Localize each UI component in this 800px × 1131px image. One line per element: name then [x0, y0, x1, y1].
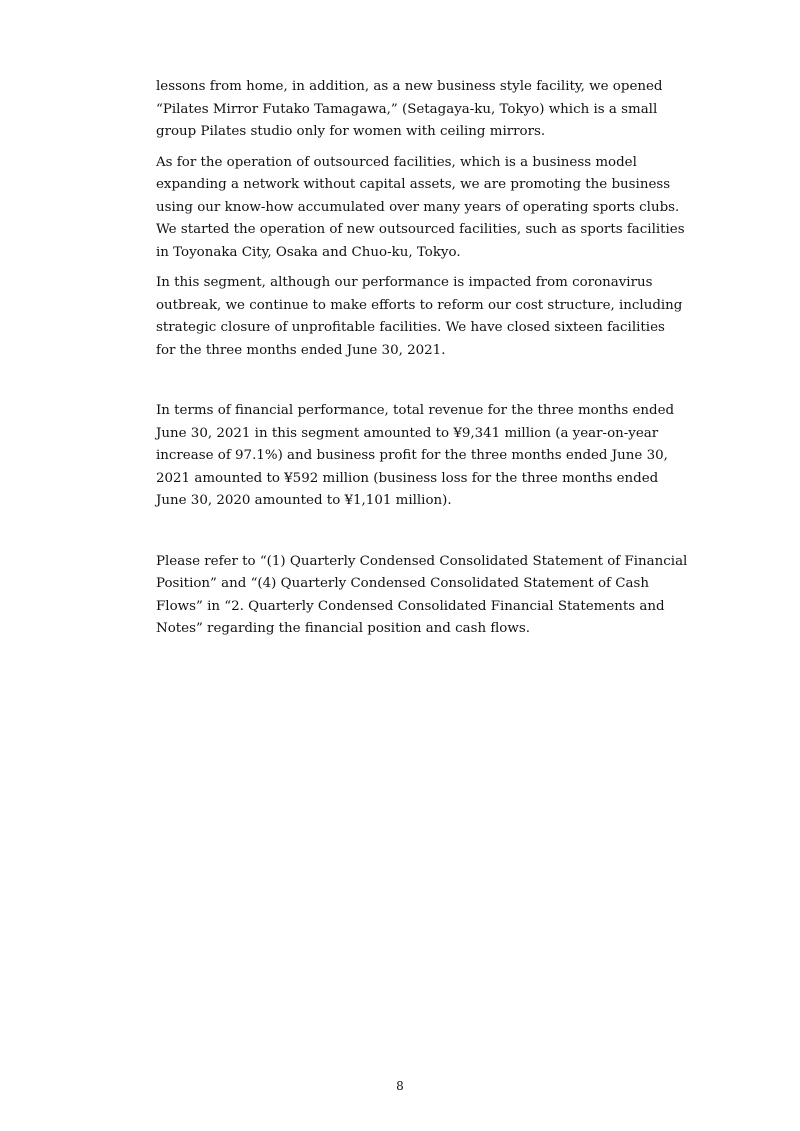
section-spacer: [156, 513, 688, 551]
page-number: 8: [396, 1079, 404, 1093]
paragraph-reference-statements: Please refer to “(1) Quarterly Condensed Consolidated Statement of Financial Position” and “(4) Quarterly Condensed Consolidated Statement of Cash Flows” in “2. Quarterly Condensed Consolidated Financial Statements and Notes” regarding the financial position and cash flows.: [156, 553, 688, 636]
paragraph-spacer: [156, 144, 688, 152]
paragraph-cost-structure: In this segment, although our performance is impacted from coronavirus outbreak, we continue to make efforts to reform our cost structure, including strategic closure of unprofitable facilities. We have closed sixteen facilities for the three months ended June 30, 2021.: [156, 275, 683, 358]
paragraph-spacer: [156, 264, 688, 272]
paragraph-outsourced-facilities: As for the operation of outsourced facilities, which is a business model expanding a network without capital assets, we are promoting the business using our know-how accumulated over many years of operating sports clubs. We started the operation of new outsourced facilities, such as sports facilities in Toyonaka City, Osaka and Chuo-ku, Tokyo.: [156, 154, 685, 260]
paragraph-financial-performance: In terms of financial performance, total revenue for the three months ended June 30, 2021 in this segment amounted to ¥9,341 million (a year-on-year increase of 97.1%) and business profit for the three months ended June 30, 2021 amounted to ¥592 million (business loss for the three months ended June 30, 2020 amounted to ¥1,101 million).: [156, 403, 675, 508]
paragraph-facility-opening: lessons from home, in addition, as a new business style facility, we opened “Pilates Mirror Futako Tamagawa,” (Setagaya-ku, Tokyo) which is a small group Pilates studio only for women with ceiling mirrors.: [156, 79, 663, 139]
document-body: [156, 76, 688, 641]
section-spacer: [156, 362, 688, 400]
